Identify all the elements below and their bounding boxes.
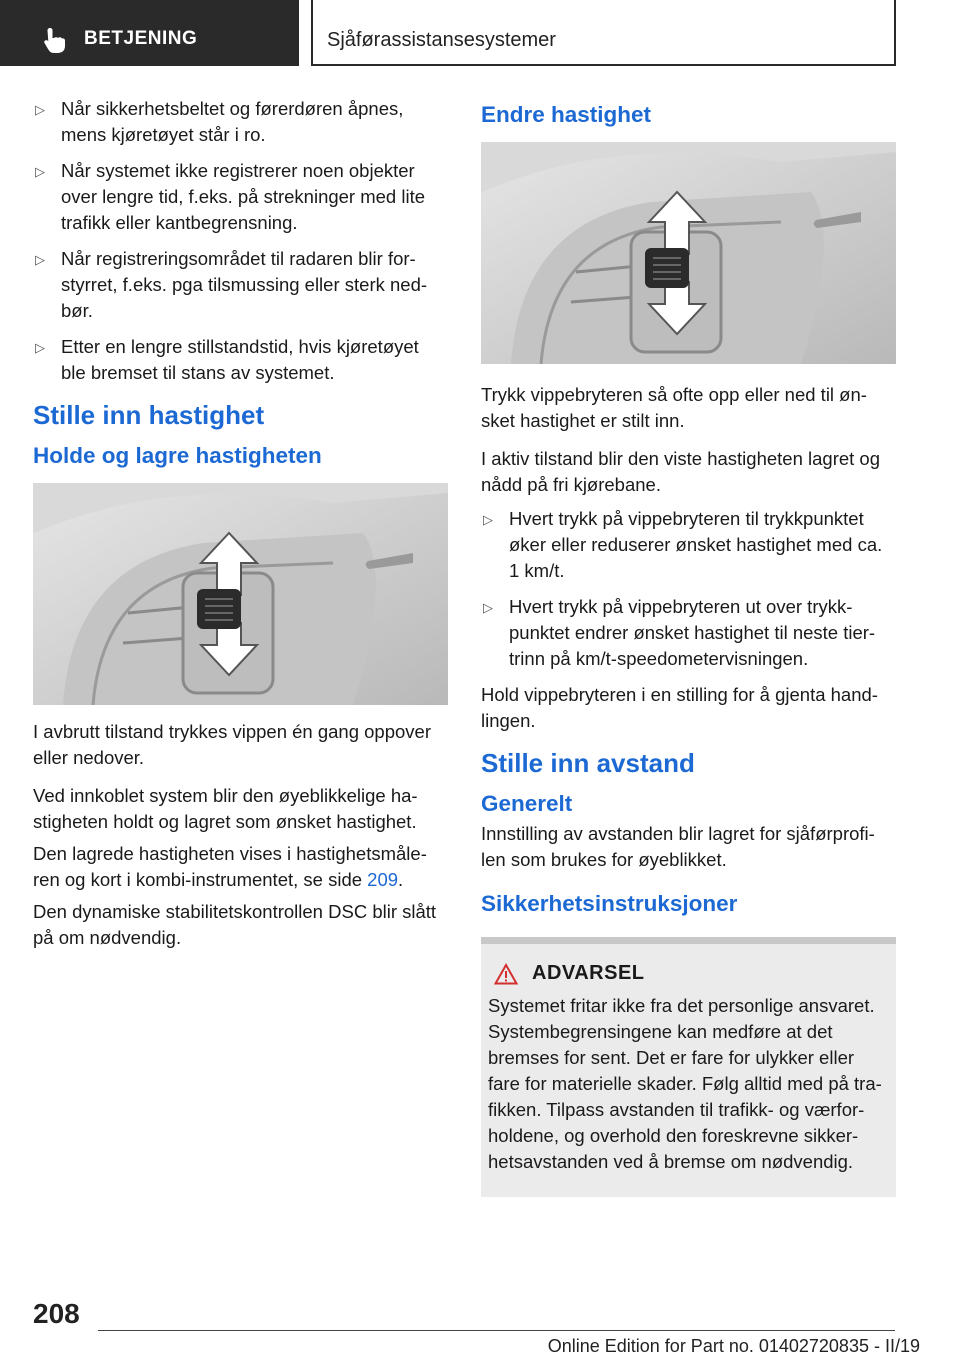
header-section-tab [0, 0, 299, 66]
footer-divider [98, 1330, 895, 1331]
paragraph: I aktiv tilstand blir den viste hastigheten lagret og nådd på fri kjørebane. [481, 448, 881, 495]
heading-change-speed: Endre hastighet [481, 102, 652, 127]
list-item: ▷ Når systemet ikke registrerer noen objekter over lengre tid, f.eks. på strekninger med lite trafikk eller kantbegrensning. [35, 160, 426, 233]
paragraph: Innstilling av avstanden blir lagret for sjåførprofi-len som brukes for øyeblikket. [481, 823, 875, 870]
triangle-bullet-icon: ▷ [35, 252, 45, 267]
heading-set-speed: Stille inn hastighet [33, 400, 265, 430]
triangle-bullet-icon: ▷ [35, 340, 45, 355]
left-column [33, 96, 448, 963]
heading-set-distance: Stille inn avstand [481, 748, 695, 778]
list-item: ▷ Hvert trykk på vippebryteren til trykkpunktet øker eller reduserer ønsket hastighet med ca. 1 km/t. [483, 508, 883, 581]
paragraph: Hold vippebryteren i en stilling for å gjenta hand-lingen. [481, 684, 878, 731]
warning-triangle-icon [494, 963, 518, 985]
speed-step-bullet-list [481, 506, 896, 672]
warning-header [488, 962, 888, 985]
warning-text: Systemet fritar ikke fra det personlige ansvaret. Systembegrensingene kan medføre at det bremses for sent. Det er fare for ulykker eller fare for materielle skader. Følg alltid med på tra-fikken. Tilpass avstanden til trafikk- og værfor-holdene, og overhold den foreskrevne sikker-hetsavstanden ved å bremse om nødvendig. [488, 995, 882, 1172]
heading-hold-speed: Holde og lagre hastigheten [33, 443, 322, 468]
paragraph: Ved innkoblet system blir den øyeblikkelige ha-stigheten holdt og lagret som ønsket hastighet. [33, 785, 418, 832]
list-item: ▷ Etter en lengre stillstandstid, hvis kjøretøyet ble bremset til stans av systemet. [35, 336, 419, 383]
paragraph: Trykk vippebryteren så ofte opp eller ned til øn-sket hastighet er stilt inn. [481, 384, 867, 431]
triangle-bullet-icon: ▷ [35, 164, 45, 179]
header-section-label: BETJENING [84, 28, 198, 49]
paragraph-with-reference: Den lagrede hastigheten vises i hastighetsmåle-ren og kort i kombi-instrumentet, se side 209. [33, 843, 427, 890]
header-chapter-title: Sjåførassistansesystemer [327, 29, 556, 51]
list-item: ▷ Når sikkerhetsbeltet og førerdøren åpnes, mens kjøretøyet står i ro. [35, 98, 404, 145]
list-item: ▷ Når registreringsområdet til radaren blir for-styrret, f.eks. pga tilsmussing eller sterk ned-bør. [35, 248, 428, 321]
triangle-bullet-icon: ▷ [483, 512, 493, 527]
list-item: ▷ Hvert trykk på vippebryteren ut over trykk-punktet endrer ønsket hastighet til neste tier-trinn på km/t-speedometervisningen. [483, 596, 876, 669]
triangle-bullet-icon: ▷ [483, 600, 493, 615]
edition-note: Online Edition for Part no. 01402720835 - II/19 [547, 1336, 920, 1356]
hand-icon [42, 26, 68, 54]
warning-title: ADVARSEL [532, 962, 645, 984]
page-number: 208 [33, 1298, 80, 1329]
steering-wheel-rocker-image [33, 483, 448, 705]
steering-wheel-illustration [33, 483, 448, 705]
right-column [481, 96, 896, 1197]
header-chapter-box [311, 0, 896, 66]
heading-general: Generelt [481, 791, 573, 816]
steering-wheel-rocker-image [481, 142, 896, 364]
triangle-bullet-icon: ▷ [35, 102, 45, 117]
steering-wheel-illustration [481, 142, 896, 364]
warning-box [481, 937, 896, 1197]
page-reference-link[interactable]: 209 [367, 869, 399, 890]
heading-safety-instructions: Sikkerhetsinstruksjoner [481, 891, 738, 916]
paragraph: Den dynamiske stabilitetskontrollen DSC blir slått på om nødvendig. [33, 901, 437, 948]
deactivation-bullet-list [33, 96, 448, 386]
paragraph: I avbrutt tilstand trykkes vippen én gang oppover eller nedover. [33, 721, 431, 768]
